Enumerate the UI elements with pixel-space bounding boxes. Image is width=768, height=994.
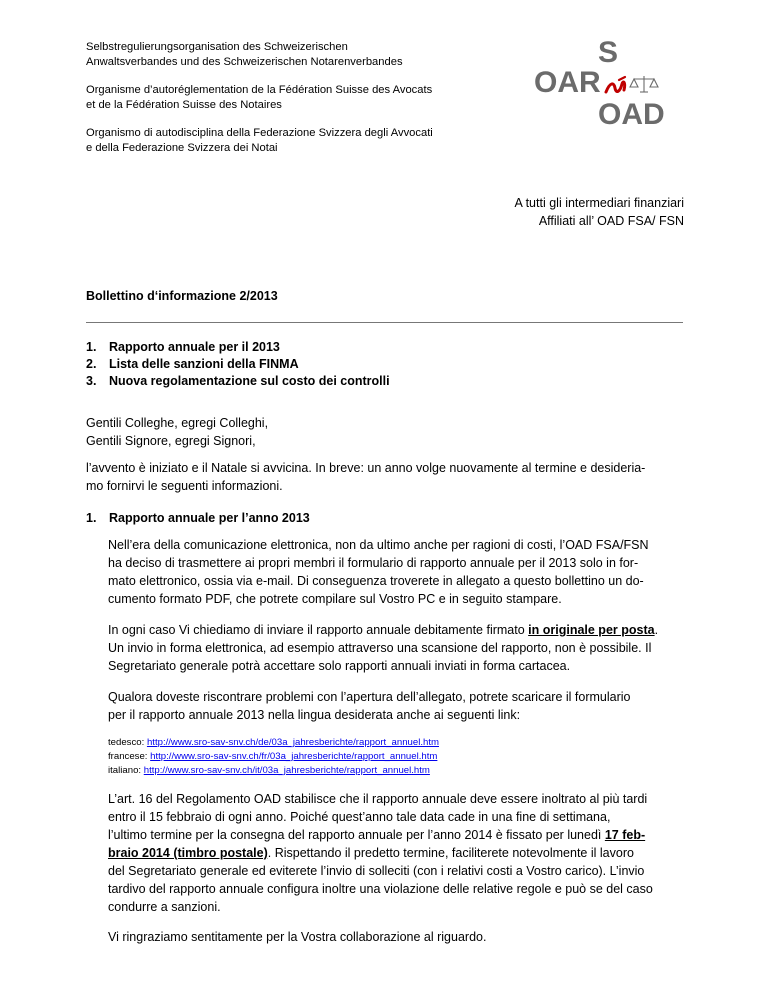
paragraph-electronic-report (108, 536, 686, 608)
org-line: e della Federazione Svizzera dei Notai (86, 142, 278, 154)
emphasis-original-by-post: in originale per posta (528, 623, 655, 637)
logo-text-oar: OAR (534, 66, 601, 99)
topic-number: 1. (86, 340, 97, 354)
oar-oad-logo (534, 38, 694, 134)
emphasis-deadline-date: braio 2014 (timbro postale) (108, 846, 268, 860)
org-line: Selbstregulierungsorganisation des Schweizerischen (86, 41, 348, 53)
greeting-line: Gentili Signore, egregi Signori, (86, 434, 256, 448)
link-language-label: francese: (108, 751, 151, 762)
addressee-line: Affiliati all’ OAD FSA/ FSN (538, 214, 684, 228)
topic-text: Lista delle sanzioni della FINMA (109, 357, 299, 371)
divider (86, 322, 683, 323)
link-language-label: tedesco: (108, 737, 147, 748)
text-line: Un invio in forma elettronica, ad esempio attraverso una scansione del rapporto, non è possibile. Il (108, 641, 652, 655)
link-line (108, 750, 439, 764)
org-line: Organisme d’autoréglementation de la Fédération Suisse des Avocats (86, 84, 433, 96)
topic-text: Nuova regolamentazione sul costo dei controlli (109, 374, 390, 388)
org-name-german (86, 40, 506, 70)
text-line: per il rapporto annuale 2013 nella lingua desiderata anche ai seguenti link: (108, 708, 521, 722)
text-line: del Segretariato generale ed eviterete l’invio di solleciti (con i relativi costi a Vostro carico). L’invio (108, 864, 645, 878)
addressee-block (514, 194, 684, 230)
org-line: et de la Fédération Suisse des Notaires (86, 99, 282, 111)
topic-item (86, 339, 390, 356)
text-line: cumento formato PDF, che potrete compilare sul Vostro PC e in seguito stampare. (108, 592, 562, 606)
text-span: In ogni caso Vi chiediamo di inviare il rapporto annuale debitamente firmato (108, 623, 529, 637)
text-line: Nell’era della comunicazione elettronica, non da ultimo anche per ragioni di costi, l’OAD FSA/FSN (108, 538, 649, 552)
greeting (86, 414, 686, 450)
signature-scales-icon (602, 68, 682, 100)
org-name-french (86, 83, 506, 113)
greeting-line: Gentili Colleghe, egregi Colleghi, (86, 416, 269, 430)
text-line: entro il 15 febbraio di ogni anno. Poiché quest’anno tale data cade in una fine di settimana, (108, 810, 611, 824)
topic-item (86, 373, 390, 390)
paragraph-original-by-post (108, 621, 686, 675)
link-line (108, 764, 439, 778)
text-line: ha deciso di trasmettere ai propri membri il formulario di rapporto annuale per il 2013 solo in for- (108, 556, 639, 570)
text-line (108, 621, 686, 639)
topics-list (86, 339, 390, 390)
org-line: Anwaltsverbandes und des Schweizerischen Notarenverbandes (86, 56, 403, 68)
text-line: l’avvento è iniziato e il Natale si avvicina. In breve: un anno volge nuovamente al termine e desideria- (86, 461, 646, 475)
logo-text-s: S (598, 36, 619, 69)
text-line (108, 844, 686, 862)
addressee-line: A tutti gli intermediari finanziari (514, 196, 684, 210)
text-line: Qualora doveste riscontrare problemi con l’apertura dell’allegato, potrete scaricare il formulario (108, 690, 631, 704)
text-line: L’art. 16 del Regolamento OAD stabilisce che il rapporto annuale deve essere inoltrato al più tardi (108, 792, 648, 806)
text-span: . Rispettando il predetto termine, faciliterete notevolmente il lavoro (267, 846, 634, 860)
text-line: condurre a sanzioni. (108, 900, 221, 914)
text-span: l’ultimo termine per la consegna del rapporto annuale per l’anno 2014 è fissato per lunedì (108, 828, 605, 842)
section-number: 1. (86, 511, 97, 525)
text-line: tardivo del rapporto annuale configura inoltre una violazione delle relative regole e può se del caso (108, 882, 653, 896)
paragraph-deadline (108, 790, 686, 916)
topic-number: 3. (86, 374, 97, 388)
org-name-italian (86, 126, 506, 156)
emphasis-deadline-date: 17 feb- (604, 828, 646, 842)
text-line: mato elettronico, ossia via e-mail. Di conseguenza troverete in allegato a questo bollettino un do- (108, 574, 644, 588)
link-german-form[interactable]: http://www.sro-sav-snv.ch/de/03a_jahresberichte/rapport_annuel.htm (146, 737, 439, 748)
logo-text-oad: OAD (598, 98, 665, 131)
bulletin-title: Bollettino d‘informazione 2/2013 (86, 289, 278, 303)
link-language-label: italiano: (108, 765, 144, 776)
text-line: mo fornirvi le seguenti informazioni. (86, 479, 283, 493)
paragraph-download-links (108, 688, 686, 724)
intro-paragraph (86, 459, 686, 495)
download-links (108, 736, 439, 778)
topic-number: 2. (86, 357, 97, 371)
org-line: Organismo di autodisciplina della Federazione Svizzera degli Avvocati (86, 127, 433, 139)
text-span: . (654, 623, 659, 637)
section-title: Rapporto annuale per l’anno 2013 (109, 511, 310, 525)
paragraph-thanks: Vi ringraziamo sentitamente per la Vostra collaborazione al riguardo. (108, 930, 487, 944)
section-heading (86, 511, 310, 525)
topic-item (86, 356, 390, 373)
topic-text: Rapporto annuale per il 2013 (109, 340, 280, 354)
text-line (108, 826, 686, 844)
text-line: Segretariato generale potrà accettare solo rapporti annuali inviati in forma cartacea. (108, 659, 571, 673)
link-line (108, 736, 439, 750)
link-french-form[interactable]: http://www.sro-sav-snv.ch/fr/03a_jahresberichte/rapport_annuel.htm (150, 751, 438, 762)
link-italian-form[interactable]: http://www.sro-sav-snv.ch/it/03a_jahresberichte/rapport_annuel.htm (143, 765, 430, 776)
